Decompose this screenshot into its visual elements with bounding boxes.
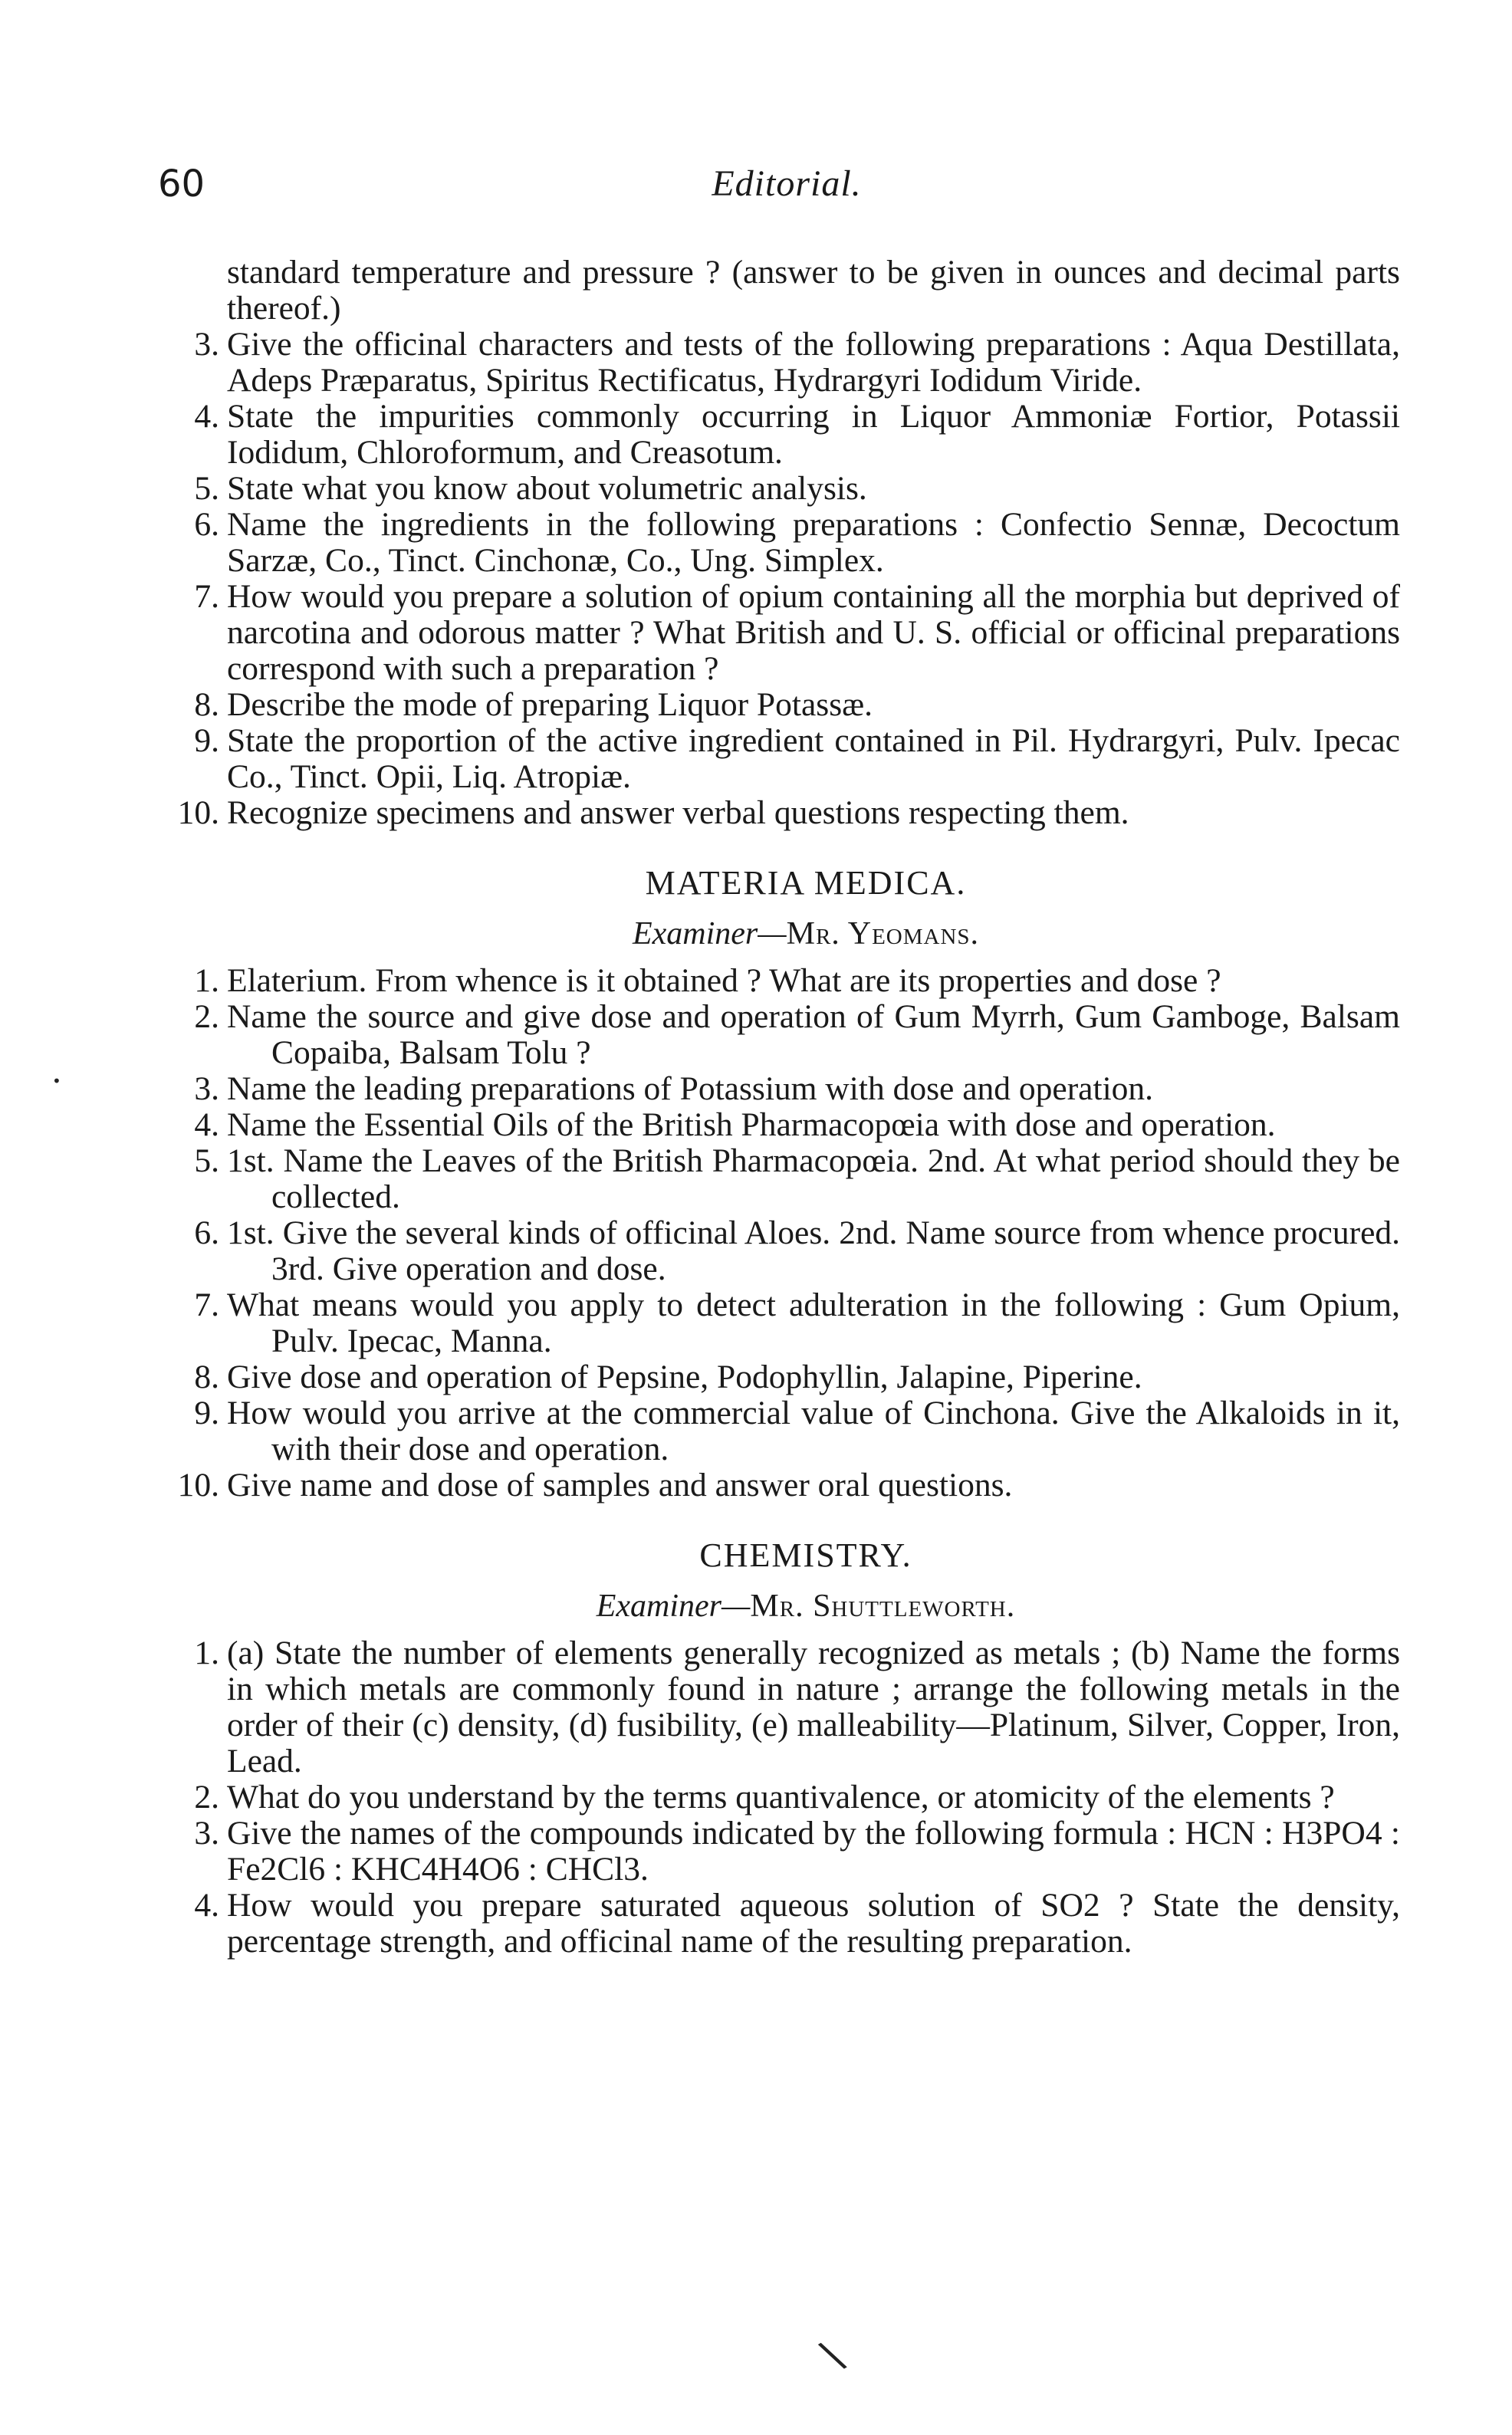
question-text: Recognize specimens and answer verbal questions respecting them.	[227, 794, 1129, 831]
question-number: 7.	[194, 578, 219, 615]
question-number: 7.	[194, 1287, 219, 1323]
question-number: 2.	[194, 998, 219, 1035]
question-item	[158, 1467, 1400, 1503]
materia-medica-question-list	[158, 963, 1400, 1503]
chemistry-question-list	[158, 1635, 1400, 1960]
running-head: Editorial.	[712, 163, 862, 204]
question-item	[158, 327, 1400, 399]
examiner-label: Examiner—	[632, 916, 787, 951]
question-item	[158, 1107, 1400, 1143]
question-item	[158, 1779, 1400, 1816]
question-item	[158, 1215, 1400, 1287]
question-item	[158, 399, 1400, 471]
question-text: Elaterium. From whence is it obtained ? What are its properties and dose ?	[227, 962, 1221, 999]
question-text: (a) State the number of elements generally recognized as metals ; (b) Name the forms in which metals are commonly found in nature ; arrange the following metals in the order of their (c) density, (d) fusibility, (e) malleability—Platinum, Silver, Copper, Iron, Lead.	[227, 1635, 1400, 1779]
question-text: Name the Essential Oils of the British Pharmacopœia with dose and operation.	[227, 1106, 1276, 1143]
question-text: What do you understand by the terms quantivalence, or atomicity of the elements ?	[227, 1779, 1335, 1816]
question-text: Describe the mode of preparing Liquor Potassæ.	[227, 686, 873, 723]
question-item	[158, 963, 1400, 999]
section-title-chemistry: CHEMISTRY.	[699, 1536, 912, 1574]
question-text: How would you prepare saturated aqueous solution of SO2 ? State the density, percentage strength, and officinal name of the resulting preparation.	[227, 1887, 1400, 1960]
question-number: 5.	[194, 1142, 219, 1179]
question-item	[158, 723, 1400, 795]
question-number: 1.	[194, 962, 219, 999]
question-number: 6.	[194, 506, 219, 543]
question-number: 10.	[177, 1467, 219, 1503]
examiner-name: Mr. Yeomans.	[786, 916, 980, 951]
question-text: Give name and dose of samples and answer oral questions.	[227, 1467, 1013, 1503]
question-item	[158, 1635, 1400, 1779]
question-number: 8.	[194, 1359, 219, 1395]
question-number: 4.	[194, 1106, 219, 1143]
question-number: 8.	[194, 686, 219, 723]
question-text: What means would you apply to detect adulteration in the following : Gum Opium, Pulv. Ipecac, Manna.	[227, 1287, 1400, 1359]
question-number: 4.	[194, 1887, 219, 1924]
question-text: Name the source and give dose and operation of Gum Myrrh, Gum Gamboge, Balsam Copaiba, Balsam Tolu ?	[227, 998, 1400, 1071]
question-text: 1st. Give the several kinds of officinal Aloes. 2nd. Name source from whence procured. 3rd. Give operation and dose.	[227, 1214, 1400, 1287]
question-text: Name the ingredients in the following preparations : Confectio Sennæ, Decoctum Sarzæ, Co., Tinct. Cinchonæ, Co., Ung. Simplex.	[227, 506, 1400, 579]
question-number: 9.	[194, 722, 219, 759]
intro-continuation: standard temperature and pressure ? (answer to be given in ounces and decimal parts thereof.)	[227, 254, 1400, 327]
question-text: State the proportion of the active ingredient contained in Pil. Hydrargyri, Pulv. Ipecac Co., Tinct. Opii, Liq. Atropiæ.	[227, 722, 1400, 795]
question-number: 3.	[194, 326, 219, 363]
question-item	[158, 687, 1400, 723]
question-text: Name the leading preparations of Potassium with dose and operation.	[227, 1070, 1154, 1107]
margin-mark: •	[52, 1072, 61, 1090]
question-text: Give the officinal characters and tests of the following preparations : Aqua Destillata, Adeps Præparatus, Spiritus Rectificatus, Hydrargyri Iodidum Viride.	[227, 326, 1400, 399]
question-number: 5.	[194, 470, 219, 507]
question-item	[158, 999, 1400, 1071]
question-number: 3.	[194, 1070, 219, 1107]
question-item	[158, 1888, 1400, 1960]
question-number: 3.	[194, 1815, 219, 1852]
question-text: Give the names of the compounds indicated by the following formula : HCN : H3PO4 : Fe2Cl6 : KHC4H4O6 : CHCl3.	[227, 1815, 1400, 1888]
question-text: State the impurities commonly occurring in Liquor Ammoniæ Fortior, Potassii Iodidum, Chloroformum, and Creasotum.	[227, 398, 1400, 471]
question-text: How would you prepare a solution of opium containing all the morphia but deprived of narcotina and odorous matter ? What British and U. S. official or officinal preparations correspond with such a preparation ?	[227, 578, 1400, 687]
question-text: State what you know about volumetric analysis.	[227, 470, 867, 507]
question-number: 10.	[177, 794, 219, 831]
question-number: 4.	[194, 398, 219, 435]
question-text: Give dose and operation of Pepsine, Podophyllin, Jalapine, Piperine.	[227, 1359, 1142, 1395]
examiner-name: Mr. Shuttleworth.	[750, 1589, 1016, 1624]
question-item	[158, 579, 1400, 687]
question-number: 6.	[194, 1214, 219, 1251]
section-title-materia-medica: MATERIA MEDICA.	[645, 864, 967, 902]
question-text: 1st. Name the Leaves of the British Pharmacopœia. 2nd. At what period should they be collected.	[227, 1142, 1400, 1215]
question-number: 1.	[194, 1635, 219, 1671]
examiner-line-materia-medica	[158, 916, 1400, 952]
question-item	[158, 1143, 1400, 1215]
examiner-label: Examiner—	[596, 1589, 751, 1624]
page-number: 60	[158, 163, 205, 205]
question-item	[158, 471, 1400, 507]
question-item	[158, 1287, 1400, 1359]
page-body	[158, 255, 1400, 1960]
question-item	[158, 795, 1400, 831]
question-item	[158, 1359, 1400, 1395]
stray-mark: \	[814, 2330, 850, 2380]
pharmacy-question-list	[158, 327, 1400, 831]
question-item	[158, 1816, 1400, 1888]
question-text: How would you arrive at the commercial value of Cinchona. Give the Alkaloids in it, with their dose and operation.	[227, 1395, 1400, 1467]
question-number: 2.	[194, 1779, 219, 1816]
question-number: 9.	[194, 1395, 219, 1431]
examiner-line-chemistry	[158, 1589, 1400, 1625]
question-item	[158, 1071, 1400, 1107]
page-header	[158, 163, 1415, 209]
question-item	[158, 1395, 1400, 1467]
question-item	[158, 507, 1400, 579]
